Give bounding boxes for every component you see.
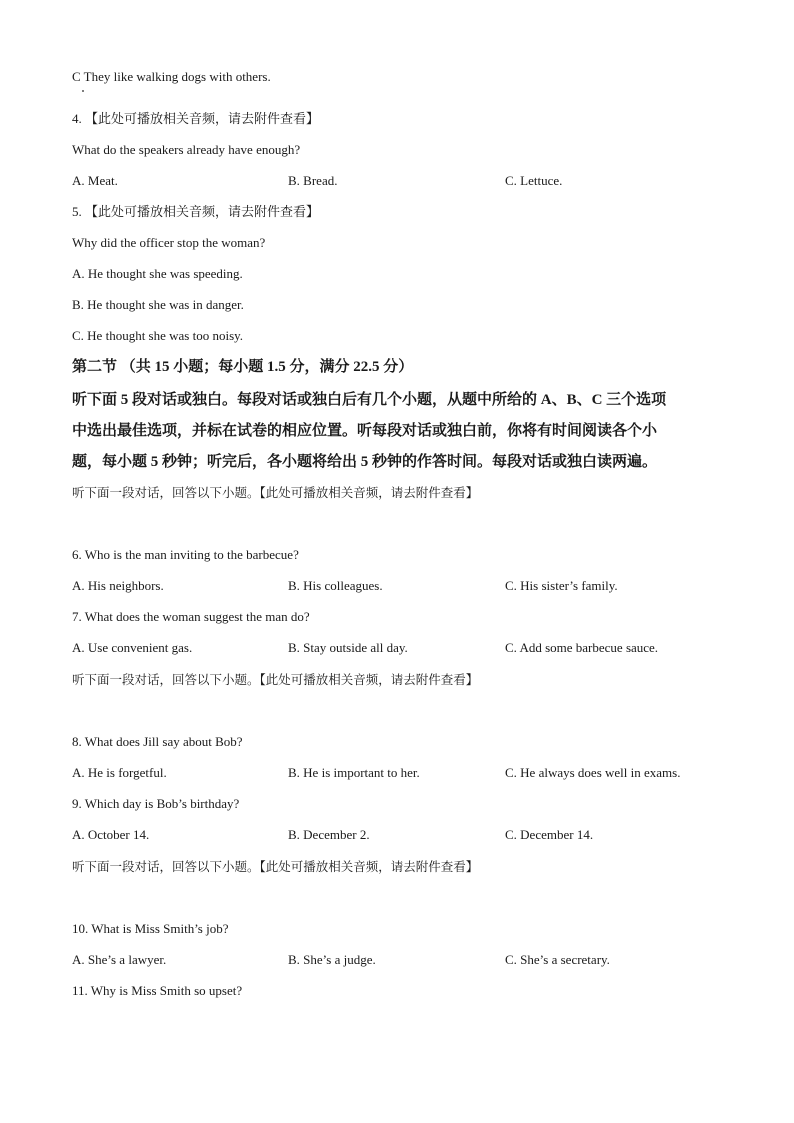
q7-option-c: C. Add some barbecue sauce. (505, 640, 659, 655)
q8-option-a: A. He is forgetful. (72, 765, 167, 780)
q5-option-b: B. He thought she was in danger. (72, 297, 244, 312)
question-10-text: 10. What is Miss Smith’s job? (72, 921, 229, 936)
q4-option-c: C. Lettuce. (505, 173, 563, 188)
listen-prompt-1: 听下面一段对话，回答以下小题。【此处可播放相关音频，请去附件查看】 (72, 485, 479, 500)
question-4-text: What do the speakers already have enough? (72, 142, 301, 157)
q5-option-a: A. He thought she was speeding. (72, 266, 243, 281)
instructions-line-3: 题，每小题 5 秒钟；听完后，各小题将给出 5 秒钟的作答时间。每段对话或独白读两遍。 (72, 454, 658, 470)
question-8-text: 8. What does Jill say about Bob? (72, 734, 243, 749)
q4-option-b: B. Bread. (288, 173, 338, 188)
listen-prompt-3: 听下面一段对话，回答以下小题。【此处可播放相关音频，请去附件查看】 (72, 859, 479, 874)
question-11-text: 11. Why is Miss Smith so upset? (72, 983, 243, 998)
q8-option-b: B. He is important to her. (288, 765, 420, 780)
q9-option-a: A. October 14. (72, 827, 150, 842)
q9-option-b: B. December 2. (288, 827, 370, 842)
q5-option-c: C. He thought she was too noisy. (72, 328, 244, 343)
question-4-audio: 4. 【此处可播放相关音频，请去附件查看】 (72, 111, 320, 126)
q10-option-c: C. She’s a secretary. (505, 952, 610, 967)
instructions-line-2: 中选出最佳选项，并标在试卷的相应位置。听每段对话或独白前，你将有时间阅读各个小 (72, 423, 658, 439)
q9-option-c: C. December 14. (505, 827, 594, 842)
question-7-text: 7. What does the woman suggest the man do? (72, 609, 310, 624)
q4-option-a: A. Meat. (72, 173, 118, 188)
q6-option-c: C. His sister’s family. (505, 578, 618, 593)
q7-option-a: A. Use convenient gas. (72, 640, 193, 655)
question-6-text: 6. Who is the man inviting to the barbecue? (72, 547, 299, 562)
q8-option-c: C. He always does well in exams. (505, 765, 681, 780)
question-9-text: 9. Which day is Bob’s birthday? (72, 796, 240, 811)
q6-option-a: A. His neighbors. (72, 578, 164, 593)
section-2-title: 第二节 （共 15 小题；每小题 1.5 分，满分 22.5 分） (72, 359, 414, 375)
instructions-line-1: 听下面 5 段对话或独白。每段对话或独白后有几个小题，从题中所给的 A、B、C 三个选项 (72, 392, 667, 408)
listen-prompt-2: 听下面一段对话，回答以下小题。【此处可播放相关音频，请去附件查看】 (72, 672, 479, 687)
question-5-text: Why did the officer stop the woman? (72, 235, 266, 250)
q6-option-b: B. His colleagues. (288, 578, 383, 593)
q7-option-b: B. Stay outside all day. (288, 640, 408, 655)
q10-option-a: A. She’s a lawyer. (72, 952, 167, 967)
question-5-audio: 5. 【此处可播放相关音频，请去附件查看】 (72, 204, 320, 219)
stray-dot (82, 90, 84, 92)
option-c-q3: C They like walking dogs with others. (72, 69, 271, 84)
q10-option-b: B. She’s a judge. (288, 952, 376, 967)
